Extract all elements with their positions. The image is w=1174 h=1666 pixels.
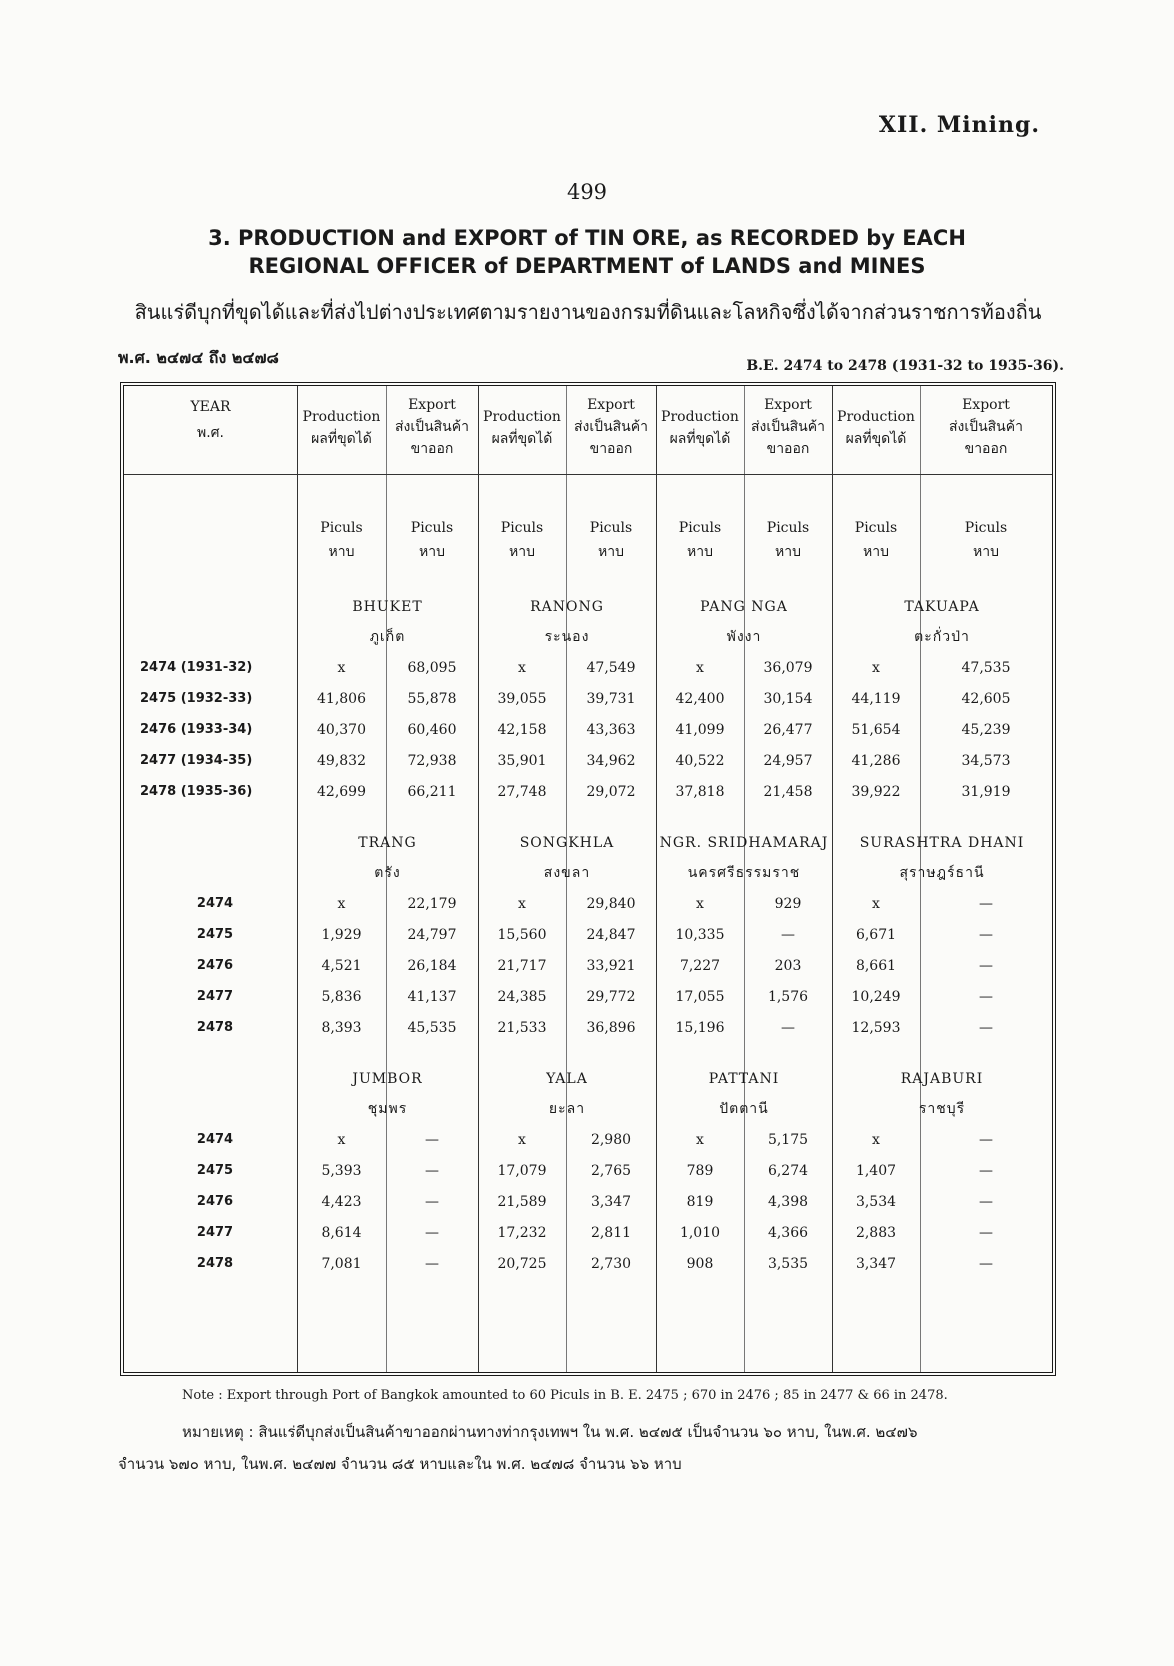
export-value: 21,458 bbox=[763, 784, 813, 800]
region-name bbox=[478, 592, 656, 652]
export-value: — bbox=[979, 1256, 993, 1272]
unit-piculs: Piculs bbox=[500, 520, 544, 536]
production-label-thai: ผลที่ขุดได้ bbox=[311, 431, 372, 447]
export-label: Export bbox=[764, 397, 812, 413]
export-value: — bbox=[979, 1194, 993, 1210]
production-value: 49,832 bbox=[317, 753, 366, 769]
export-value: 47,549 bbox=[586, 660, 636, 676]
production-value: 4,423 bbox=[321, 1194, 362, 1210]
export-header bbox=[386, 394, 478, 460]
production-value: 4,521 bbox=[321, 958, 362, 974]
export-label-thai-2: ขาออก bbox=[410, 441, 454, 457]
section-header: XII. Mining. bbox=[878, 112, 1040, 138]
production-value: 8,393 bbox=[321, 1020, 362, 1036]
export-value: 66,211 bbox=[407, 784, 457, 800]
unit-piculs: Piculs bbox=[410, 520, 454, 536]
year-label: 2475 bbox=[196, 927, 234, 942]
region-name-en: PANG NGA bbox=[700, 599, 788, 615]
year-label: 2478 bbox=[196, 1256, 234, 1271]
production-value: 17,055 bbox=[675, 989, 725, 1005]
export-value: 43,363 bbox=[586, 722, 636, 738]
region-name-thai: ระนอง bbox=[544, 629, 590, 645]
production-value: 15,196 bbox=[675, 1020, 725, 1036]
production-value: 5,836 bbox=[321, 989, 362, 1005]
production-value: 908 bbox=[686, 1256, 714, 1272]
region-name-en: JUMBOR bbox=[352, 1071, 423, 1087]
production-value: 6,671 bbox=[855, 927, 897, 943]
region-name bbox=[478, 828, 656, 888]
tin-ore-table bbox=[120, 382, 1056, 1376]
title-line-2: REGIONAL OFFICER of DEPARTMENT of LANDS and MINES bbox=[248, 254, 926, 278]
production-label-thai: ผลที่ขุดได้ bbox=[845, 431, 907, 447]
export-header bbox=[920, 394, 1052, 460]
export-value: 5,175 bbox=[767, 1132, 809, 1148]
region-name-thai: ราชบุรี bbox=[918, 1101, 966, 1117]
export-value: 36,896 bbox=[586, 1020, 636, 1036]
production-header bbox=[297, 406, 386, 450]
production-value: 41,806 bbox=[317, 691, 366, 707]
production-value: 2,883 bbox=[855, 1225, 897, 1241]
year-label: 2477 bbox=[196, 1225, 234, 1240]
export-value: 26,477 bbox=[763, 722, 813, 738]
year-label: 2477 bbox=[196, 989, 234, 1004]
export-value: — bbox=[979, 1020, 993, 1036]
region-name-en: PATTANI bbox=[708, 1071, 780, 1087]
production-value: 1,010 bbox=[679, 1225, 721, 1241]
production-value: 1,929 bbox=[321, 927, 362, 943]
region-name-en: YALA bbox=[546, 1071, 588, 1087]
export-value: — bbox=[425, 1194, 439, 1210]
unit-thai: หาบ bbox=[687, 544, 713, 560]
region-name bbox=[832, 828, 1052, 888]
export-label: Export bbox=[408, 397, 456, 413]
production-header bbox=[656, 406, 744, 450]
export-value: 29,840 bbox=[586, 896, 636, 912]
production-value: x bbox=[337, 660, 346, 676]
unit-label bbox=[656, 516, 744, 564]
region-name bbox=[297, 592, 478, 652]
year-label: 2474 (1931-32) bbox=[140, 660, 253, 675]
title-thai: สินแร่ดีบุกที่ขุดได้และที่ส่งไปต่างประเทศตามรายงานของกรมที่ดินและโลหกิจซึ่งได้จากส่วนราชการท้องถิ่น bbox=[134, 300, 1042, 324]
export-value: 29,072 bbox=[586, 784, 636, 800]
export-value: 60,460 bbox=[407, 722, 457, 738]
page-title bbox=[0, 224, 1174, 280]
export-value: 68,095 bbox=[407, 660, 457, 676]
region-name-en: TAKUAPA bbox=[904, 599, 980, 615]
unit-thai: หาบ bbox=[973, 544, 999, 560]
production-value: 10,249 bbox=[851, 989, 901, 1005]
period-english: B.E. 2474 to 2478 (1931-32 to 1935-36). bbox=[746, 358, 1064, 374]
production-header bbox=[832, 406, 920, 450]
unit-label bbox=[386, 516, 478, 564]
production-value: 3,347 bbox=[855, 1256, 897, 1272]
production-label-thai: ผลที่ขุดได้ bbox=[669, 431, 731, 447]
export-value: — bbox=[979, 1225, 993, 1241]
unit-thai: หาบ bbox=[863, 544, 889, 560]
production-value: 21,589 bbox=[497, 1194, 547, 1210]
unit-label bbox=[744, 516, 832, 564]
production-value: 42,400 bbox=[675, 691, 725, 707]
export-value: — bbox=[425, 1132, 439, 1148]
production-value: 15,560 bbox=[497, 927, 547, 943]
unit-label bbox=[566, 516, 656, 564]
unit-label bbox=[832, 516, 920, 564]
year-label: 2478 bbox=[196, 1020, 234, 1035]
export-value: 4,398 bbox=[767, 1194, 809, 1210]
production-value: 3,534 bbox=[855, 1194, 897, 1210]
region-name-thai: นครศรีธรรมราช bbox=[687, 865, 801, 881]
export-value: 36,079 bbox=[763, 660, 813, 676]
note-thai-line-2: จำนวน ๖๗๐ หาบ, ในพ.ศ. ๒๔๗๗ จำนวน ๘๕ หาบและใน พ.ศ. ๒๔๗๘ จำนวน ๖๖ หาบ bbox=[118, 1455, 682, 1473]
year-label: 2475 bbox=[196, 1163, 234, 1178]
region-name-thai: สงขลา bbox=[543, 865, 591, 881]
export-label: Export bbox=[962, 397, 1010, 413]
export-value: 45,535 bbox=[407, 1020, 457, 1036]
export-value: 3,347 bbox=[590, 1194, 632, 1210]
export-value: 31,919 bbox=[961, 784, 1011, 800]
production-value: 24,385 bbox=[497, 989, 547, 1005]
production-value: 51,654 bbox=[851, 722, 901, 738]
region-name bbox=[478, 1064, 656, 1124]
unit-label bbox=[478, 516, 566, 564]
export-value: 45,239 bbox=[961, 722, 1011, 738]
region-name-thai: ชุมพร bbox=[367, 1101, 408, 1117]
title-line-1: 3. PRODUCTION and EXPORT of TIN ORE, as RECORDED by EACH bbox=[208, 226, 966, 250]
export-value: 2,730 bbox=[590, 1256, 632, 1272]
note-thai-line-1: หมายเหตุ : สินแร่ดีบุกส่งเป็นสินค้าขาออกผ่านทางท่ากรุงเทพฯ ใน พ.ศ. ๒๔๗๕ เป็นจำนวน ๖๐ หาบ, ในพ.ศ. ๒๔๗๖ bbox=[182, 1423, 918, 1441]
region-name-en: RAJABURI bbox=[900, 1071, 984, 1087]
export-value: 2,765 bbox=[590, 1163, 632, 1179]
production-value: 8,661 bbox=[855, 958, 897, 974]
export-label-thai: ส่งเป็นสินค้า bbox=[574, 419, 648, 435]
export-label-thai: ส่งเป็นสินค้า bbox=[949, 419, 1023, 435]
production-value: x bbox=[696, 1132, 704, 1148]
production-value: 20,725 bbox=[497, 1256, 547, 1272]
export-value: 24,847 bbox=[586, 927, 636, 943]
unit-label bbox=[920, 516, 1052, 564]
year-label: 2476 bbox=[196, 1194, 234, 1209]
unit-thai: หาบ bbox=[419, 544, 445, 560]
export-value: 6,274 bbox=[767, 1163, 809, 1179]
export-value: 34,573 bbox=[961, 753, 1011, 769]
export-value: 26,184 bbox=[407, 958, 457, 974]
year-label: 2478 (1935-36) bbox=[140, 784, 253, 799]
production-value: 789 bbox=[686, 1163, 714, 1179]
export-value: — bbox=[979, 1163, 993, 1179]
production-value: 7,227 bbox=[679, 958, 721, 974]
production-header bbox=[478, 406, 566, 450]
production-value: 39,055 bbox=[497, 691, 547, 707]
unit-thai: หาบ bbox=[598, 544, 624, 560]
production-value: 12,593 bbox=[851, 1020, 901, 1036]
unit-piculs: Piculs bbox=[589, 520, 633, 536]
production-value: 21,717 bbox=[497, 958, 547, 974]
region-name bbox=[832, 592, 1052, 652]
region-name bbox=[297, 1064, 478, 1124]
export-value: 33,921 bbox=[586, 958, 636, 974]
unit-piculs: Piculs bbox=[854, 520, 898, 536]
export-value: 3,535 bbox=[767, 1256, 809, 1272]
header-divider bbox=[124, 474, 1052, 475]
region-name-thai: ภูเก็ต bbox=[369, 629, 406, 645]
export-value: — bbox=[425, 1225, 439, 1241]
production-value: 42,699 bbox=[317, 784, 366, 800]
production-value: 35,901 bbox=[497, 753, 547, 769]
production-value: 5,393 bbox=[321, 1163, 362, 1179]
export-value: 30,154 bbox=[763, 691, 813, 707]
unit-piculs: Piculs bbox=[766, 520, 810, 536]
export-header bbox=[566, 394, 656, 460]
region-name-thai: ปัตตานี bbox=[719, 1101, 769, 1117]
region-name-thai: ยะลา bbox=[548, 1101, 586, 1117]
production-value: 37,818 bbox=[675, 784, 725, 800]
region-name-thai: พังงา bbox=[726, 629, 762, 645]
export-label-thai: ส่งเป็นสินค้า bbox=[395, 419, 469, 435]
note-english: Note : Export through Port of Bangkok amounted to 60 Piculs in B. E. 2475 ; 670 in 2476 ; 85 in 2477 & 66 in 2478. bbox=[182, 1388, 948, 1403]
unit-piculs: Piculs bbox=[678, 520, 722, 536]
export-value: 42,605 bbox=[961, 691, 1011, 707]
production-value: 819 bbox=[686, 1194, 714, 1210]
production-value: 40,522 bbox=[675, 753, 725, 769]
region-name-en: SONGKHLA bbox=[519, 835, 615, 851]
production-value: 41,099 bbox=[675, 722, 725, 738]
export-value: — bbox=[979, 896, 993, 912]
export-value: 34,962 bbox=[586, 753, 636, 769]
production-value: 17,079 bbox=[497, 1163, 547, 1179]
export-value: 4,366 bbox=[767, 1225, 809, 1241]
unit-thai: หาบ bbox=[775, 544, 801, 560]
export-value: 24,957 bbox=[763, 753, 813, 769]
production-value: 42,158 bbox=[497, 722, 547, 738]
production-value: 7,081 bbox=[321, 1256, 362, 1272]
export-value: — bbox=[781, 927, 795, 943]
production-value: x bbox=[872, 896, 880, 912]
export-value: — bbox=[425, 1163, 439, 1179]
export-value: — bbox=[979, 1132, 993, 1148]
production-value: 17,232 bbox=[497, 1225, 547, 1241]
export-value: 24,797 bbox=[407, 927, 457, 943]
region-name-thai: สุราษฎร์ธานี bbox=[899, 865, 985, 881]
production-value: 27,748 bbox=[497, 784, 547, 800]
region-name-en: RANONG bbox=[530, 599, 604, 615]
production-value: x bbox=[337, 896, 346, 912]
production-value: 40,370 bbox=[317, 722, 366, 738]
production-value: 21,533 bbox=[497, 1020, 547, 1036]
production-value: x bbox=[337, 1132, 346, 1148]
production-value: x bbox=[696, 660, 704, 676]
export-value: 55,878 bbox=[407, 691, 457, 707]
region-name-thai: ตะกั่วป่า bbox=[914, 629, 970, 645]
export-label-thai-2: ขาออก bbox=[766, 441, 810, 457]
production-label: Production bbox=[483, 409, 561, 425]
region-name-en: TRANG bbox=[358, 835, 417, 851]
unit-thai: หาบ bbox=[509, 544, 535, 560]
region-name bbox=[832, 1064, 1052, 1124]
production-value: 8,614 bbox=[321, 1225, 362, 1241]
export-value: — bbox=[979, 958, 993, 974]
export-value: 41,137 bbox=[407, 989, 457, 1005]
region-name-thai: ตรัง bbox=[374, 865, 401, 881]
export-value: 203 bbox=[774, 958, 802, 974]
production-value: 1,407 bbox=[855, 1163, 897, 1179]
export-label-thai: ส่งเป็นสินค้า bbox=[751, 419, 825, 435]
production-value: x bbox=[696, 896, 704, 912]
region-name-en: NGR. SRIDHAMARAJ bbox=[659, 835, 829, 851]
page-number: 499 bbox=[566, 180, 608, 204]
unit-thai: หาบ bbox=[328, 544, 355, 560]
export-value: 47,535 bbox=[961, 660, 1011, 676]
export-value: — bbox=[979, 927, 993, 943]
unit-piculs: Piculs bbox=[320, 520, 363, 536]
region-name bbox=[656, 828, 832, 888]
export-value: 2,811 bbox=[590, 1225, 632, 1241]
production-label: Production bbox=[302, 409, 381, 425]
region-name-en: BHUKET bbox=[352, 599, 423, 615]
year-label: 2475 (1932-33) bbox=[140, 691, 253, 706]
production-value: x bbox=[518, 896, 526, 912]
region-name-en: SURASHTRA DHANI bbox=[859, 835, 1025, 851]
year-label: 2476 bbox=[196, 958, 234, 973]
export-value: 29,772 bbox=[586, 989, 636, 1005]
export-value: 39,731 bbox=[586, 691, 636, 707]
unit-piculs: Piculs bbox=[964, 520, 1008, 536]
year-label: 2477 (1934-35) bbox=[140, 753, 253, 768]
production-value: x bbox=[872, 660, 880, 676]
production-value: x bbox=[518, 660, 526, 676]
production-label-thai: ผลที่ขุดได้ bbox=[491, 431, 553, 447]
unit-label bbox=[297, 516, 386, 564]
year-label: 2474 bbox=[196, 896, 234, 911]
production-value: 41,286 bbox=[851, 753, 901, 769]
period-thai: พ.ศ. ๒๔๗๔ ถึง ๒๔๗๘ bbox=[118, 348, 279, 367]
year-label: 2474 bbox=[196, 1132, 234, 1147]
export-value: 1,576 bbox=[767, 989, 809, 1005]
region-name bbox=[297, 828, 478, 888]
export-value: 929 bbox=[774, 896, 802, 912]
production-value: x bbox=[518, 1132, 526, 1148]
production-value: 44,119 bbox=[851, 691, 901, 707]
region-name bbox=[656, 1064, 832, 1124]
export-header bbox=[744, 394, 832, 460]
production-label: Production bbox=[661, 409, 739, 425]
export-label: Export bbox=[587, 397, 635, 413]
production-label: Production bbox=[837, 409, 915, 425]
year-header: YEAR พ.ศ. bbox=[190, 399, 231, 441]
production-value: x bbox=[872, 1132, 880, 1148]
region-name bbox=[656, 592, 832, 652]
year-label: 2476 (1933-34) bbox=[140, 722, 253, 737]
export-value: — bbox=[781, 1020, 795, 1036]
export-value: 2,980 bbox=[590, 1132, 632, 1148]
export-value: — bbox=[425, 1256, 439, 1272]
export-label-thai-2: ขาออก bbox=[589, 441, 633, 457]
export-value: 22,179 bbox=[407, 896, 457, 912]
production-value: 39,922 bbox=[851, 784, 901, 800]
export-value: 72,938 bbox=[407, 753, 457, 769]
export-label-thai-2: ขาออก bbox=[964, 441, 1008, 457]
export-value: — bbox=[979, 989, 993, 1005]
production-value: 10,335 bbox=[675, 927, 725, 943]
